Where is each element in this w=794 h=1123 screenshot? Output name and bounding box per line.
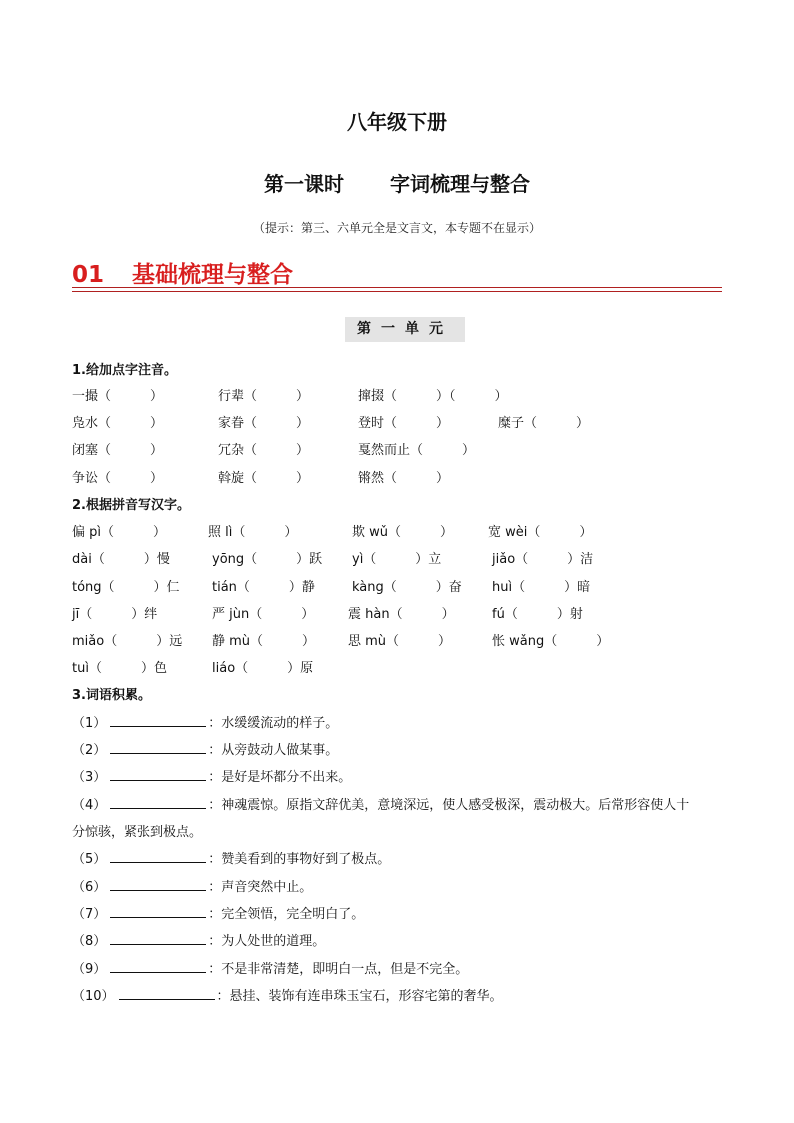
vocab-definition: ：神魂震惊。原指文辞优美，意境深远，使人感受极深，震动极大。后常形容使人十 (208, 798, 690, 813)
section-divider (72, 287, 722, 288)
vocab-definition: ：是好是坏都分不出来。 (208, 770, 352, 785)
q2-item: 照 lì（ ） (208, 525, 298, 540)
q2-item: 偏 pì（ ） (72, 525, 166, 540)
vocab-number: （10） (72, 989, 115, 1004)
q1-item: 行辈（ ） (218, 389, 310, 404)
q2-item: fú（ ）射 (492, 607, 583, 622)
q2-item: 静 mù（ ） (212, 634, 316, 649)
answer-blank[interactable] (110, 932, 206, 945)
vocab-number: （6） (72, 880, 107, 895)
vocab-row (72, 958, 468, 977)
q1-item: 冗杂（ ） (218, 443, 310, 458)
answer-blank[interactable] (110, 850, 206, 863)
vocab-number: （7） (72, 907, 107, 922)
q2-item: huì（ ）暗 (492, 580, 591, 595)
lesson-topic: 字词梳理与整合 (390, 172, 530, 196)
vocab-definition-continued: 分惊骇，紧张到极点。 (72, 825, 203, 840)
vocab-number: （9） (72, 962, 107, 977)
page-title: 八年级下册 (347, 110, 447, 134)
q1-item: 撺掇（ ）（ ） (358, 389, 508, 404)
vocab-definition: ：悬挂、装饰有连串珠玉宝石，形容宅第的奢华。 (216, 989, 503, 1004)
answer-blank[interactable] (110, 714, 206, 727)
vocab-number: （5） (72, 852, 107, 867)
vocab-definition: ：完全领悟，完全明白了。 (208, 907, 365, 922)
q2-item: jī（ ）绊 (72, 607, 158, 622)
answer-blank[interactable] (110, 768, 206, 781)
vocab-row (72, 903, 364, 922)
q2-item: 震 hàn（ ） (348, 607, 455, 622)
vocab-definition: ：声音突然中止。 (208, 880, 313, 895)
q2-item: miǎo（ ）远 (72, 634, 183, 649)
q1-item: 登时（ ） (358, 416, 450, 431)
q2-item: dài（ ）慢 (72, 552, 170, 567)
question-3-title: 3.词语积累。 (72, 688, 151, 703)
unit-label: 第一单元 (345, 317, 465, 342)
section-heading (72, 256, 722, 289)
q2-item: liáo（ ）原 (212, 661, 314, 676)
q2-item: 宽 wèi（ ） (488, 525, 593, 540)
q1-item: 闭塞（ ） (72, 443, 164, 458)
answer-blank[interactable] (110, 741, 206, 754)
vocab-definition: ：从旁鼓动人做某事。 (208, 743, 339, 758)
hint-note: （提示：第三、六单元全是文言文，本专题不在显示） (252, 221, 541, 235)
q2-item: jiǎo（ ）洁 (492, 552, 594, 567)
vocab-row (72, 876, 312, 895)
q1-item: 斡旋（ ） (218, 471, 310, 486)
vocab-number: （4） (72, 798, 107, 813)
vocab-definition: ：为人处世的道理。 (208, 934, 326, 949)
vocab-definition: ：不是非常清楚，即明白一点，但是不完全。 (208, 962, 469, 977)
vocab-row (72, 739, 338, 758)
lesson-number: 第一课时 (264, 172, 344, 196)
q2-item: 欺 wǔ（ ） (352, 525, 454, 540)
vocab-row (72, 766, 351, 785)
vocab-row (72, 848, 390, 867)
q2-item: 怅 wǎng（ ） (492, 634, 610, 649)
section-title: 基础梳理与整合 (132, 262, 293, 288)
vocab-row (72, 985, 503, 1004)
question-1-title: 1.给加点字注音。 (72, 363, 177, 378)
answer-blank[interactable] (110, 905, 206, 918)
lesson-title (0, 168, 794, 197)
vocab-row (72, 794, 689, 813)
q2-item: yōng（ ）跃 (212, 552, 323, 567)
q1-item: 凫水（ ） (72, 416, 164, 431)
answer-blank[interactable] (110, 796, 206, 809)
q2-item: kàng（ ）奋 (352, 580, 462, 595)
q1-item: 争讼（ ） (72, 471, 164, 486)
section-number: 01 (72, 262, 105, 288)
answer-blank[interactable] (110, 960, 206, 973)
section-divider-thin (72, 291, 722, 292)
vocab-row (72, 712, 338, 731)
vocab-number: （2） (72, 743, 107, 758)
q2-item: tián（ ）静 (212, 580, 315, 595)
answer-blank[interactable] (110, 878, 206, 891)
vocab-definition: ：赞美看到的事物好到了极点。 (208, 852, 391, 867)
question-2-title: 2.根据拼音写汉字。 (72, 498, 190, 513)
q2-item: 严 jùn（ ） (212, 607, 315, 622)
q1-item: 戛然而止（ ） (358, 443, 476, 458)
q2-item: yì（ ）立 (352, 552, 442, 567)
answer-blank[interactable] (119, 987, 215, 1000)
q1-item: 糜子（ ） (498, 416, 590, 431)
vocab-number: （8） (72, 934, 107, 949)
q1-item: 一撮（ ） (72, 389, 164, 404)
vocab-definition: ：水缓缓流动的样子。 (208, 716, 339, 731)
q2-item: tuì（ ）色 (72, 661, 167, 676)
vocab-number: （3） (72, 770, 107, 785)
q1-item: 家眷（ ） (218, 416, 310, 431)
q1-item: 锵然（ ） (358, 471, 450, 486)
q2-item: 思 mù（ ） (348, 634, 452, 649)
q2-item: tóng（ ）仁 (72, 580, 180, 595)
vocab-number: （1） (72, 716, 107, 731)
vocab-row (72, 930, 325, 949)
